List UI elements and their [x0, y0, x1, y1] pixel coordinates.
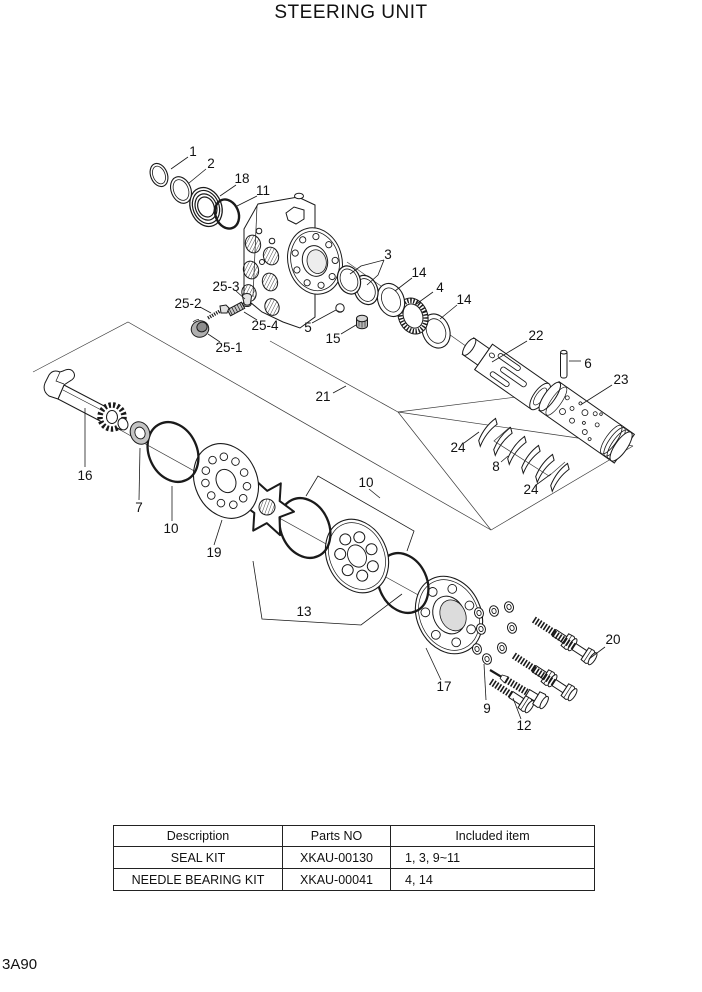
table-row-seal-kit — [114, 846, 594, 868]
part-label-6: 6 — [584, 356, 592, 371]
part-label-9: 9 — [483, 701, 491, 716]
part-label-1: 1 — [189, 144, 197, 159]
cell-parts-no: XKAU-00041 — [282, 869, 390, 890]
part-plug-25-1 — [189, 318, 211, 339]
part-label-25-1: 25-1 — [215, 340, 243, 355]
part-sleeve-23 — [535, 379, 636, 464]
part-spring-25-4 — [227, 302, 244, 316]
cell-parts-no: XKAU-00130 — [282, 847, 390, 868]
part-spool-22 — [457, 332, 554, 413]
part-ball-5 — [336, 304, 344, 312]
part-screw-25-2 — [208, 305, 229, 318]
part-label-19: 19 — [206, 545, 222, 560]
part-poppet-25-3 — [243, 294, 252, 307]
part-label-10-a: 10 — [163, 521, 179, 536]
part-bushing-15 — [357, 315, 368, 328]
part-label-20: 20 — [605, 632, 621, 647]
part-label-14-b: 14 — [456, 292, 472, 307]
part-label-24-a: 24 — [450, 440, 466, 455]
part-ring-1 — [147, 161, 171, 189]
cell-included-item: 4, 14 — [390, 869, 594, 890]
part-label-25-3: 25-3 — [212, 279, 240, 294]
page-title: STEERING UNIT — [274, 2, 428, 23]
part-label-17: 17 — [436, 679, 452, 694]
part-label-12: 12 — [516, 718, 532, 733]
part-label-8: 8 — [492, 459, 500, 474]
part-pin-6 — [561, 350, 568, 378]
table-header-description: Description — [166, 829, 230, 843]
part-labels — [77, 144, 628, 733]
part-label-5: 5 — [304, 320, 312, 335]
part-label-21: 21 — [315, 389, 331, 404]
cell-included-item: 1, 3, 9~11 — [390, 847, 594, 868]
cell-description: NEEDLE BEARING KIT — [131, 872, 265, 887]
part-bearing-7 — [127, 419, 153, 447]
part-label-22: 22 — [528, 328, 544, 343]
table-header-row — [114, 826, 594, 846]
part-label-18: 18 — [234, 171, 250, 186]
part-label-11: 11 — [255, 183, 271, 198]
leader-lines — [85, 157, 612, 719]
part-ring-2 — [167, 174, 196, 207]
page-code: 3A90 — [2, 956, 38, 973]
part-label-13: 13 — [296, 604, 312, 619]
part-label-16: 16 — [77, 468, 93, 483]
part-label-3: 3 — [384, 247, 392, 262]
part-label-4: 4 — [436, 280, 444, 295]
part-washers-9 — [471, 601, 518, 666]
part-leaf-springs — [474, 418, 573, 491]
part-label-2: 2 — [207, 156, 215, 171]
table-header-included-item: Included item — [390, 826, 594, 846]
part-label-24-b: 24 — [523, 482, 539, 497]
part-label-7: 7 — [135, 500, 143, 515]
table-row-needle-bearing-kit — [114, 868, 594, 890]
part-label-15: 15 — [325, 331, 341, 346]
part-housing — [240, 193, 350, 328]
part-label-14-a: 14 — [411, 265, 427, 280]
part-label-10-b: 10 — [358, 475, 374, 490]
cell-description: SEAL KIT — [170, 850, 226, 865]
part-label-25-4: 25-4 — [251, 318, 279, 333]
part-shaft-16 — [44, 369, 129, 431]
parts-kit-table — [113, 825, 595, 891]
part-label-25-2: 25-2 — [174, 296, 202, 311]
part-stator-13b — [314, 509, 400, 603]
table-header-parts-no: Parts NO — [282, 826, 390, 846]
part-label-23: 23 — [613, 372, 629, 387]
